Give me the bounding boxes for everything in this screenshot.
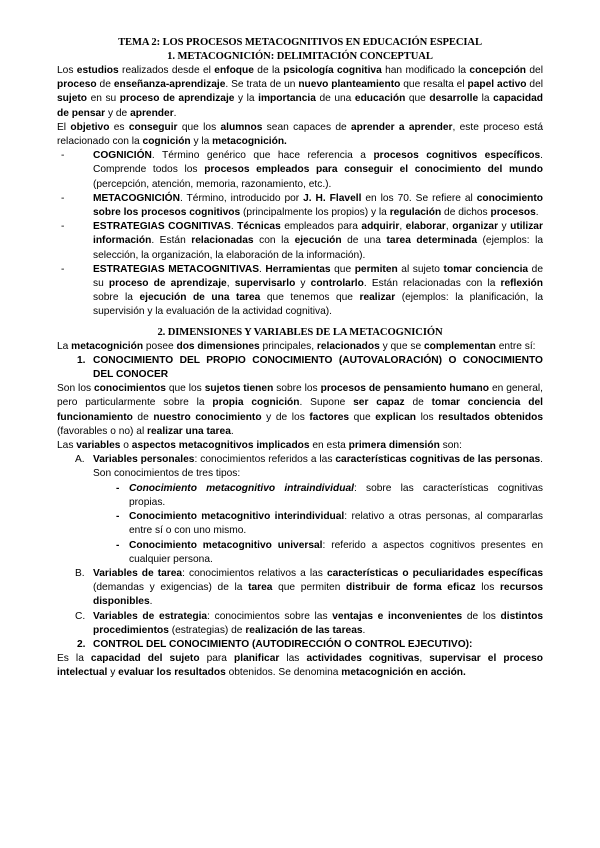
definition-cognicion [57,149,543,192]
dimension-2-heading [57,638,543,652]
subtype-universal [93,539,543,567]
subtype-interindividual [93,510,543,538]
document-title: TEMA 2: LOS PROCESOS METACOGNITIVOS EN EDUCACIÓN ESPECIAL [118,37,482,48]
definition-metacognicion [57,192,543,220]
dash-bullet: - [116,511,120,523]
dimension-2-marker: 2. [77,638,86,650]
subtype-intraindividual [93,482,543,510]
variable-personales [57,453,543,567]
variables-intro-paragraph: Las variables o aspectos metacognitivos implicados en esta primera dimensión son: [57,440,462,452]
subtype-text: Conocimiento metacognitivo universal: referido a aspectos cognitivos presentes en cualquier persona. [129,539,543,565]
variable-text: Variables personales: conocimientos referidos a las características cognitivas de las personas. Son conocimientos de tres tipos: [93,454,543,480]
variable-marker: A. [75,454,85,466]
dimension-2-paragraph: Es la capacidad del sujeto para planificar las actividades cognitivas, supervisar el proceso intelectual y evaluar los resultados obtenidos. Se denomina metacognición en acción. [57,653,543,679]
intro-paragraph-2: El objetivo es conseguir que los alumnos sean capaces de aprender a aprender, este proceso está relacionado con la cognición y la metacognición. [57,121,544,148]
variable-text: Variables de tarea: conocimientos relativos a las características o peculiaridades específicas (demandas y exigencias) de la tarea que permiten distribuir de forma eficaz los recursos disponibles. [93,567,544,608]
dash-bullet: - [61,221,65,233]
dimension-1-title: CONOCIMIENTO DEL PROPIO CONOCIMIENTO (AUTOVALORACIÓN) O CONOCIMIENTO DEL CONOCER [93,354,543,381]
dimension-list-2 [57,638,543,652]
section-1-title: 1. METACOGNICIÓN: DELIMITACIÓN CONCEPTUAL [167,51,433,62]
intro-paragraph-1: Los estudios realizados desde el enfoque de la psicología cognitiva han modificado la concepción del proceso de enseñanza-aprendizaje. Se trata de un nuevo planteamiento que resalta el papel activo del sujeto en su proceso de aprendizaje y la importancia de una educación que desarrolle la capacidad de pensar y de aprender. [57,65,544,119]
dimension-2-title: CONTROL DEL CONOCIMIENTO (AUTODIRECCIÓN O CONTROL EJECUTIVO): [93,638,473,650]
subtype-text: Conocimiento metacognitivo intraindividual: sobre las características cognitivas propias. [129,482,543,508]
dash-bullet: - [61,150,65,162]
dimension-1-paragraph: Son los conocimientos que los sujetos tienen sobre los procesos de pensamiento humano en general, pero particularmente sobre la propia cognición. Supone ser capaz de tomar conciencia del funcionamiento de nuestro conocimiento y de los factores que explican los resultados obtenidos (favorables o no) al realizar una tarea. [57,383,544,437]
variable-tarea [57,567,543,610]
definition-text: METACOGNICIÓN. Término, introducido por J. H. Flavell en los 70. Se refiere al conocimiento sobre los procesos cognitivos (principalmente los propios) y la regulación de dichos procesos. [93,192,543,219]
dash-bullet: - [61,192,65,204]
subtype-text: Conocimiento metacognitivo interindividual: relativo a otras personas, al compararlas entre sí o con uno mismo. [129,511,544,537]
section-2-title: 2. DIMENSIONES Y VARIABLES DE LA METACOGNICIÓN [157,326,443,338]
variable-estrategia [57,610,543,638]
definition-estrategias-cognitivas [57,220,543,263]
dash-bullet: - [61,263,65,275]
definition-text: ESTRATEGIAS COGNITIVAS. Técnicas empleados para adquirir, elaborar, organizar y utilizar información. Están relacionadas con la ejecución de una tarea determinada (ejemplos: la selección, la organización, la elaboración de la información). [93,221,544,261]
definitions-list [57,149,543,319]
dash-bullet: - [116,539,120,551]
section-2-intro: La metacognición posee dos dimensiones principales, relacionados y que se complementan entre sí: [57,340,536,352]
variable-marker: B. [75,567,85,579]
personal-subtypes-list [93,482,543,567]
dimension-list-1 [57,354,543,382]
variables-list [57,453,543,638]
variable-text: Variables de estrategia: conocimientos sobre las ventajas e inconvenientes de los distintos procedimientos (estrategias) de realización de las tareas. [93,610,543,636]
dimension-1-heading [57,354,543,382]
definition-text: COGNICIÓN. Término genérico que hace referencia a procesos cognitivos específicos. Comprende todos los procesos empleados para conseguir el conocimiento del mundo (percepción, atención, memoria, razonamiento, etc.). [93,150,543,190]
definition-text: ESTRATEGIAS METACOGNITIVAS. Herramientas que permiten al sujeto tomar conciencia de su proceso de aprendizaje, supervisarlo y controlarlo. Están relacionadas con la reflexión sobre la ejecución de una tarea que tenemos que realizar (ejemplos: la planificación, la supervisión y la evaluación de la actividad cognitiva). [93,263,544,318]
variable-marker: C. [75,610,86,622]
dash-bullet: - [116,482,120,494]
definition-estrategias-metacognitivas [57,263,543,320]
dimension-1-marker: 1. [77,354,86,366]
